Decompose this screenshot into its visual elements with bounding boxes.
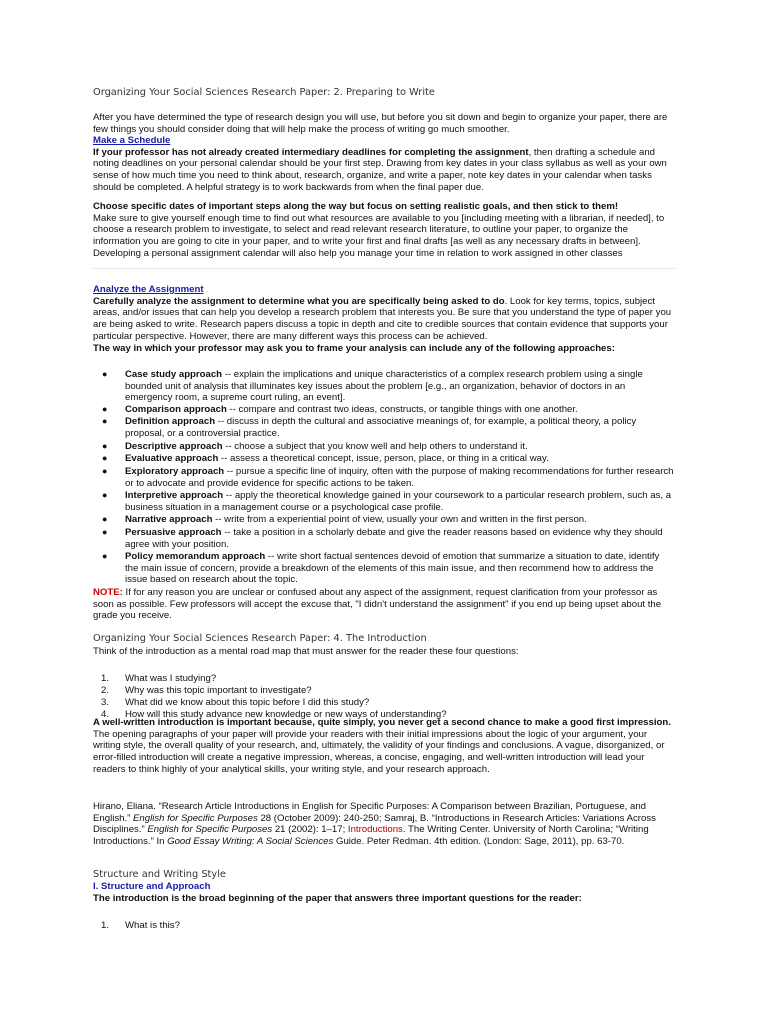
note-label: NOTE: — [93, 587, 123, 598]
list-item: 3. What did we know about this topic before I did this study? — [101, 697, 370, 708]
introduction-intro: Think of the introduction as a mental road map that must answer for the reader these four questions: — [93, 646, 519, 657]
list-item: ● Narrative approach -- write from a experiential point of view, usually your own and written in the first person. — [102, 514, 587, 525]
list-item: 1. What is this? — [101, 920, 180, 931]
dates-bold-text: Choose specific dates of important steps along the way but focus on setting realistic goals, and then stick to them! — [93, 201, 619, 212]
list-item: 1. What was I studying? — [101, 673, 217, 684]
list-item: ● Definition approach -- discuss in depth the cultural and associative meanings of, for example, a political theory, a policy proposal, or a controversial practice. — [102, 416, 637, 439]
list-item: ● Evaluative approach -- assess a theoretical concept, issue, person, place, or thing in a critical way. — [102, 453, 549, 464]
section-title-introduction: Organizing Your Social Sciences Research Paper: 4. The Introduction — [93, 633, 427, 644]
note-paragraph — [93, 587, 675, 622]
divider — [93, 268, 675, 269]
list-item: ● Exploratory approach -- pursue a specific line of inquiry, often with the purpose of making recommendations for further research or to advocate and provide evidence for specific actions to be taken. — [102, 466, 674, 489]
schedule-paragraph — [93, 135, 675, 194]
structure-subtitle: I. Structure and Approach — [93, 881, 211, 892]
list-item: 2. Why was this topic important to investigate? — [101, 685, 312, 696]
make-schedule-link[interactable]: Make a Schedule — [93, 135, 171, 146]
list-item: 4. How will this study advance new knowledge or new ways of understanding? — [101, 709, 447, 720]
analyze-bold-text: Carefully analyze the assignment to determine what you are specifically being asked to do — [93, 295, 505, 307]
introductions-link[interactable]: Introductions — [347, 824, 403, 836]
analyze-text: . Look for key terms, topics, subject areas, and/or issues that can help you develop a research problem that interests you. Be sure that you understand the type of paper you are being asked to write. Research papers discuss a topic in depth and cite to credible sources that contain evidence that supports your particular perspective. However, there are many different ways this process can be achieved. — [93, 295, 672, 342]
list-item: ● Descriptive approach -- choose a subject that you know well and help others to understand it. — [102, 441, 528, 452]
dates-text: Make sure to give yourself enough time to find out what resources are available to you [including meeting with a librarian, if needed], to choose a research problem to investigate, to select and read relevant research literature, to outline your paper, to organize the information you are going to cite in your paper, and to write your first and final drafts [as well as any necessary drafts in between]. Developing a personal assignment calendar will also help you manage your time in relation to work assigned in other classes — [93, 212, 665, 259]
schedule-bold-text: If your professor has not already created intermediary deadlines for completing the assignment — [93, 146, 529, 158]
list-item: ● Comparison approach -- compare and contrast two ideas, constructs, or tangible things with one another. — [102, 404, 578, 415]
list-item: ● Persuasive approach -- take a position in a scholarly debate and give the reader reasons based on evidence why they should agree with your position. — [102, 527, 663, 550]
approaches-intro: The way in which your professor may ask you to frame your analysis can include any of the following approaches: — [93, 342, 615, 354]
importance-paragraph — [93, 717, 675, 776]
list-item: ● Policy memorandum approach -- write short factual sentences devoid of emotion that summarize a situation to date, identify the main issue of concern, provide a breakdown of the elements of this main issue, and then recommend how to address the issue based on research about the topic. — [102, 551, 660, 586]
structure-paragraph — [93, 881, 675, 904]
analyze-assignment-link[interactable]: Analyze the Assignment — [93, 284, 204, 295]
importance-bold-text: A well-written introduction is important because, quite simply, you never get a second chance to make a good first impression. — [93, 717, 671, 728]
list-item: ● Interpretive approach -- apply the theoretical knowledge gained in your coursework to a particular research problem, such as, a business situation in a management course or a psychological case profile. — [102, 490, 672, 513]
structure-intro: The introduction is the broad beginning of the paper that answers three important questions for the reader: — [93, 892, 582, 904]
importance-text: The opening paragraphs of your paper will provide your readers with their initial impressions about the logic of your argument, your writing style, the overall quality of your research, and, ultimately, the validity of your findings and conclusions. A vague, disorganized, or error-filled introduction will create a negative impression, whereas, a concise, engaging, and well-written introduction will lead your readers to think highly of your analytical skills, your writing style, and your research approach. — [93, 728, 665, 775]
list-item: ● Case study approach -- explain the implications and unique characteristics of a complex research problem using a single bounded unit of analysis that illuminates key issues about the problem [e.g., an organization, behavior of doctors in an emergency room, a supreme court ruling, an event]. — [102, 369, 643, 404]
section-title-preparing: Organizing Your Social Sciences Research Paper: 2. Preparing to Write — [93, 87, 435, 98]
schedule-text: , then drafting a schedule and noting deadlines on your personal calendar should be your first step. Drawing from key dates in your class syllabus as well as your own sense of how much time you need to think about, research, organize, and write a paper, note key dates in your calendar when tasks should be completed. A helpful strategy is to work backwards from when the final paper due. — [93, 146, 667, 193]
dates-paragraph — [93, 201, 675, 260]
section-title-structure: Structure and Writing Style — [93, 869, 226, 880]
note-text: If for any reason you are unclear or confused about any aspect of the assignment, request clarification from your professor as soon as possible. Few professors will accept the excuse that, "I didn't understand the assignment" if you end up being upset about the grade you receive. — [93, 587, 662, 622]
analyze-paragraph — [93, 284, 675, 354]
references-paragraph: Hirano, Eliana. “Research Article Introductions in English for Specific Purposes: A Comparison between Brazilian, Portuguese, and English.” English for Specific Purposes 28 (October 2009): 240-250; Samraj, B. “Introductions in Research Articles: Variations Across Disciplines.” English for Specific Purposes 21 (2002): 1–17; Introductions. The Writing Center. University of North Carolina; “Writing Introductions.” In Good Essay Writing: A Social Sciences Guide. Peter Redman. 4th edition. (London: Sage, 2011), pp. 63-70. — [93, 801, 656, 848]
intro-paragraph: After you have determined the type of research design you will use, but before you sit down and begin to organize your paper, there are few things you should consider doing that will help make the process of writing go much smoother. — [93, 112, 668, 135]
